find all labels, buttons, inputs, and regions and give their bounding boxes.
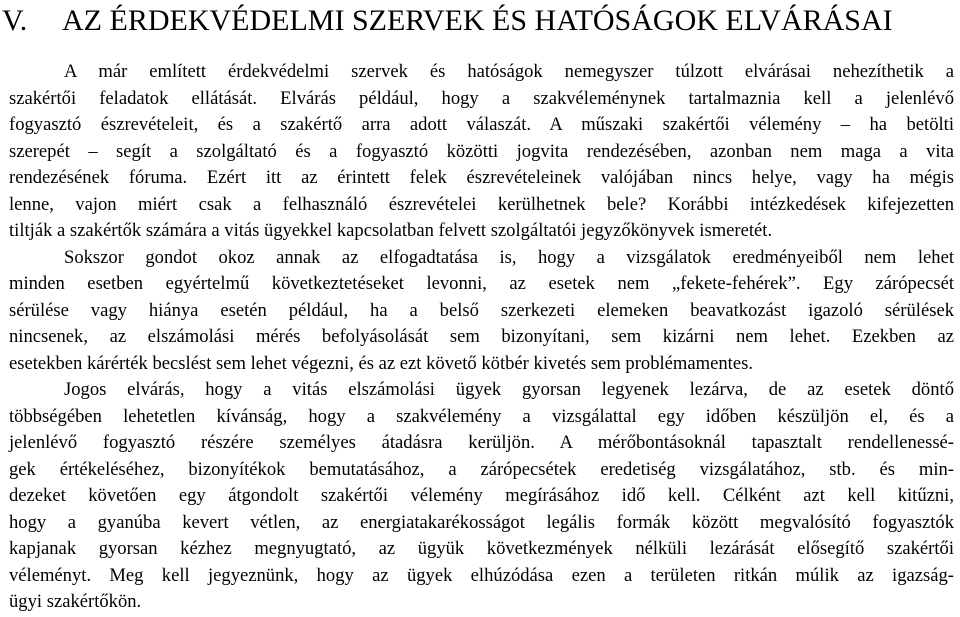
paragraph-1-line-7: tiltják a szakértők számára a vitás ügyekkel kapcsolatban felvett szolgáltatói jegyzőkönyvek ismeretét. [9, 220, 773, 241]
paragraph-1-line-5: rendezésének fóruma. Ezért itt az érintett felek észrevételeinek valójában nincs helye, vagy ha mégis [9, 167, 954, 188]
paragraph-1-line-6: lenne, vajon miért csak a felhasználó észrevételei kerülhetnek bele? Korábbi intézkedések kifejezetten [9, 193, 954, 215]
paragraph-3-line-8: véleményt. Meg kell jegyeznünk, hogy az ügyek elhúzódása ezen a területen ritkán múlik az igazság- [9, 564, 954, 586]
paragraph-1-line-3: fogyasztó észrevételeit, és a szakértő arra adott válaszát. A műszaki szakértői vélemény – ha betölti [9, 114, 954, 135]
paragraph-1-line-2: szakértői feladatok ellátását. Elvárás például, hogy a szakvéleménynek tartalmaznia kell a jelenlévő [9, 87, 954, 109]
paragraph-2-line-2: minden esetben egyértelmű következtetéseket levonni, az esetek nem „fekete-fehérek”. Egy zárópecsét [9, 273, 954, 294]
paragraph-3-line-7: kapjanak gyorsan kézhez megnyugtató, az ügyük következmények nélküli lezárását elősegítő szakértői [9, 538, 954, 559]
paragraph-1-line-1: A már említett érdekvédelmi szervek és hatóságok nemegyszer túlzott elvárásai nehezíthetik a [64, 61, 954, 82]
paragraph-3-line-2: többségében lehetetlen kívánság, hogy a szakvélemény a vizsgálattal egy időben készüljön el, és a [9, 405, 954, 427]
section-heading [2, 4, 893, 38]
paragraph-3-line-5: dezeket követően egy átgondolt szakértői vélemény megírásához idő kell. Célként azt kell kitűzni, [9, 485, 954, 506]
paragraph-3-line-3: jelenlévő fogyasztó részére személyes átadásra kerüljön. A mérőbontásoknál tapasztalt rendellenessé- [9, 432, 954, 453]
paragraph-3-line-9: ügyi szakértőkön. [9, 591, 142, 612]
paragraph-2-line-1: Sokszor gondot okoz annak az elfogadtatása is, hogy a vizsgálatok eredményeiből nem lehet [64, 246, 954, 268]
section-title: AZ ÉRDEKVÉDELMI SZERVEK ÉS HATÓSÁGOK ELVÁRÁSAI [62, 4, 893, 37]
document-body [9, 59, 954, 616]
paragraph-3-line-4: gek értékeléséhez, bizonyítékok bemutatásához, a zárópecsétek eredetiség vizsgálatához, stb. és min- [9, 458, 954, 480]
paragraph-2-line-3: sérülése vagy hiánya esetén például, ha a belső szerkezeti elemeken beavatkozást igazoló sérülések [9, 299, 954, 321]
paragraph-2-line-4: nincsenek, az elszámolási mérés befolyásolását sem bizonyítani, sem kizárni nem lehet. Ezekben az [9, 326, 954, 347]
section-number: V. [2, 4, 28, 37]
paragraph-1-line-4: szerepét – segít a szolgáltató és a fogyasztó közötti jogvita rendezésében, azonban nem maga a vita [9, 140, 954, 162]
paragraph-2-line-5: esetekben kárérték becslést sem lehet végezni, és az ezt követő kötbér kivetés sem problémamentes. [9, 352, 753, 374]
paragraph-3-line-6: hogy a gyanúba kevert vétlen, az energiatakarékosságot legális formák között megvalósító fogyasztók [9, 511, 954, 533]
paragraph-3-line-1: Jogos elvárás, hogy a vitás elszámolási ügyek gyorsan legyenek lezárva, de az esetek döntő [64, 379, 954, 400]
